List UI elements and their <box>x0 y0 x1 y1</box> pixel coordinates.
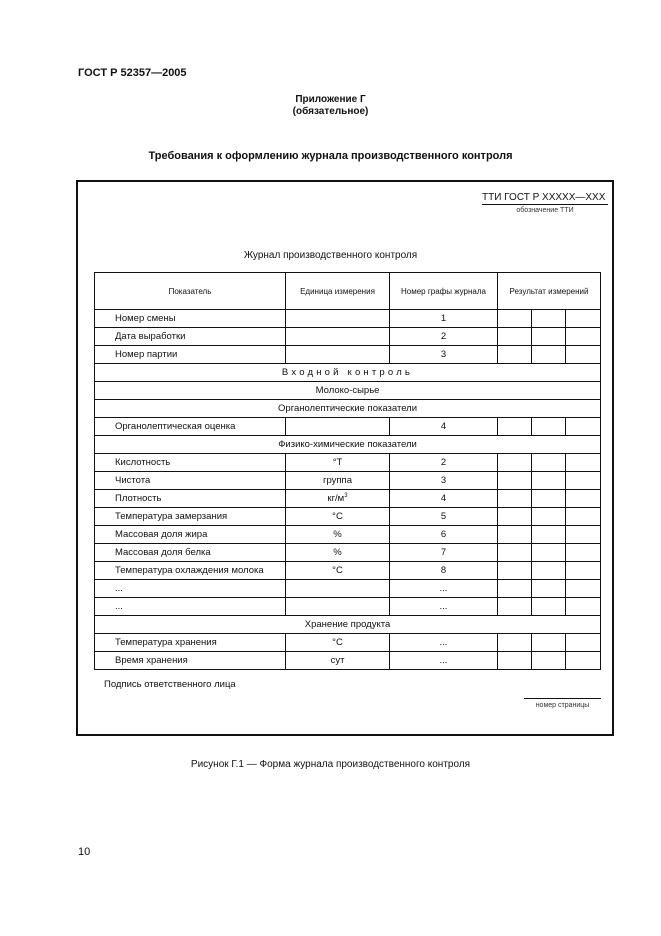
table-row <box>95 562 601 580</box>
col-header-indicator: Показатель <box>95 273 286 310</box>
row-column-no: 7 <box>390 544 498 562</box>
result-cell <box>566 634 601 652</box>
incoming-control-heading: Входной контроль <box>95 364 601 382</box>
row-label: Время хранения <box>95 652 286 670</box>
figure-caption: Рисунок Г.1 — Форма журнала производственного контроля <box>190 759 471 770</box>
table-row <box>95 454 601 472</box>
result-cell <box>566 544 601 562</box>
result-cell <box>566 562 601 580</box>
result-cell <box>566 526 601 544</box>
page-number-line <box>524 698 601 699</box>
table-row <box>95 328 601 346</box>
row-label: Номер партии <box>95 346 286 364</box>
row-label: ... <box>95 598 286 616</box>
row-column-no: 2 <box>390 328 498 346</box>
organoleptic-heading-row <box>95 400 601 418</box>
row-unit <box>286 346 390 364</box>
result-cell <box>532 472 566 490</box>
row-column-no: 4 <box>390 418 498 436</box>
result-cell <box>532 580 566 598</box>
row-label: Температура хранения <box>95 634 286 652</box>
journal-title: Журнал производственного контроля <box>243 250 418 261</box>
row-label: Массовая доля белка <box>95 544 286 562</box>
row-column-no: 3 <box>390 346 498 364</box>
result-cell <box>532 526 566 544</box>
result-cell <box>498 526 532 544</box>
result-cell <box>566 454 601 472</box>
row-column-no: 3 <box>390 472 498 490</box>
result-cell <box>532 328 566 346</box>
row-unit <box>286 598 390 616</box>
row-label: Температура замерзания <box>95 508 286 526</box>
row-unit <box>286 562 390 580</box>
appendix-status: (обязательное) <box>292 106 369 117</box>
signature-label: Подпись ответственного лица <box>104 679 236 690</box>
table-row <box>95 544 601 562</box>
result-cell <box>566 310 601 328</box>
result-cell <box>532 346 566 364</box>
table-row <box>95 526 601 544</box>
row-unit <box>286 472 390 490</box>
row-unit-text: °С <box>332 637 343 648</box>
col-header-unit: Единица измерения <box>286 273 390 310</box>
row-label: Номер смены <box>95 310 286 328</box>
raw-milk-heading: Молоко-сырье <box>95 382 601 400</box>
row-unit-text: сут <box>330 655 345 666</box>
row-column-no: 5 <box>390 508 498 526</box>
result-cell <box>566 652 601 670</box>
storage-heading: Хранение продукта <box>95 616 601 634</box>
table-row <box>95 472 601 490</box>
result-cell <box>498 508 532 526</box>
row-column-no: ... <box>390 652 498 670</box>
row-label: Температура охлаждения молока <box>95 562 286 580</box>
appendix-title: Приложение Г <box>295 94 366 105</box>
result-cell <box>532 454 566 472</box>
table-header-row <box>95 273 601 310</box>
row-unit <box>286 418 390 436</box>
page-number-caption: номер страницы <box>535 702 590 709</box>
result-cell <box>532 598 566 616</box>
row-unit <box>286 580 390 598</box>
result-cell <box>566 328 601 346</box>
form-code: ТТИ ГОСТ Р XXXXX—XXX <box>482 192 608 205</box>
row-unit-text: °С <box>332 511 343 522</box>
row-unit-text: % <box>333 547 342 558</box>
result-cell <box>532 490 566 508</box>
row-unit <box>286 652 390 670</box>
journal-table <box>94 272 601 670</box>
row-unit-text: группа <box>323 475 352 486</box>
table-row <box>95 310 601 328</box>
row-unit <box>286 454 390 472</box>
result-cell <box>532 310 566 328</box>
row-unit <box>286 310 390 328</box>
row-unit <box>286 634 390 652</box>
row-label: ... <box>95 580 286 598</box>
result-cell <box>498 544 532 562</box>
result-cell <box>532 562 566 580</box>
row-column-no: 8 <box>390 562 498 580</box>
table-row <box>95 634 601 652</box>
result-cell <box>566 508 601 526</box>
row-column-no: ... <box>390 598 498 616</box>
row-unit-text: °С <box>332 565 343 576</box>
result-cell <box>498 418 532 436</box>
result-cell <box>498 454 532 472</box>
result-cell <box>498 328 532 346</box>
row-unit-sup: 3 <box>344 492 348 499</box>
table-row <box>95 418 601 436</box>
result-cell <box>498 346 532 364</box>
col-header-result: Результат измерений <box>498 273 601 310</box>
row-unit-text: °T <box>332 457 343 468</box>
row-unit <box>286 490 390 508</box>
row-label: Органолептическая оценка <box>95 418 286 436</box>
row-label: Кислотность <box>95 454 286 472</box>
result-cell <box>498 310 532 328</box>
raw-milk-heading-row <box>95 382 601 400</box>
row-unit-text: % <box>333 529 342 540</box>
table-row <box>95 508 601 526</box>
result-cell <box>566 580 601 598</box>
row-label: Массовая доля жира <box>95 526 286 544</box>
result-cell <box>566 346 601 364</box>
result-cell <box>498 562 532 580</box>
physchem-heading-row <box>95 436 601 454</box>
result-cell <box>566 490 601 508</box>
row-column-no: 4 <box>390 490 498 508</box>
form-code-caption: обозначение ТТИ <box>516 207 574 214</box>
result-cell <box>532 652 566 670</box>
table-row <box>95 652 601 670</box>
row-column-no: 6 <box>390 526 498 544</box>
physchem-heading: Физико-химические показатели <box>95 436 601 454</box>
table-row <box>95 490 601 508</box>
result-cell <box>532 418 566 436</box>
result-cell <box>498 490 532 508</box>
row-unit-text: кг/м <box>327 493 345 505</box>
page-number: 10 <box>78 846 91 858</box>
table-row <box>95 346 601 364</box>
result-cell <box>532 508 566 526</box>
storage-heading-row <box>95 616 601 634</box>
row-column-no: 1 <box>390 310 498 328</box>
row-label: Плотность <box>95 490 286 508</box>
row-column-no: ... <box>390 580 498 598</box>
row-label: Чистота <box>95 472 286 490</box>
row-column-no: ... <box>390 634 498 652</box>
organoleptic-heading: Органолептические показатели <box>95 400 601 418</box>
row-unit <box>286 526 390 544</box>
row-unit <box>286 544 390 562</box>
document-header: ГОСТ Р 52357—2005 <box>78 67 187 79</box>
result-cell <box>532 634 566 652</box>
result-cell <box>498 472 532 490</box>
result-cell <box>566 598 601 616</box>
row-label: Дата выработки <box>95 328 286 346</box>
result-cell <box>498 580 532 598</box>
result-cell <box>498 598 532 616</box>
table-row <box>95 580 601 598</box>
result-cell <box>498 652 532 670</box>
result-cell <box>566 472 601 490</box>
row-unit <box>286 508 390 526</box>
result-cell <box>498 634 532 652</box>
section-title: Требования к оформлению журнала производственного контроля <box>148 150 513 162</box>
result-cell <box>566 418 601 436</box>
row-column-no: 2 <box>390 454 498 472</box>
incoming-control-heading-row <box>95 364 601 382</box>
table-row <box>95 598 601 616</box>
result-cell <box>532 544 566 562</box>
col-header-column-no: Номер графы журнала <box>390 273 498 310</box>
row-unit <box>286 328 390 346</box>
